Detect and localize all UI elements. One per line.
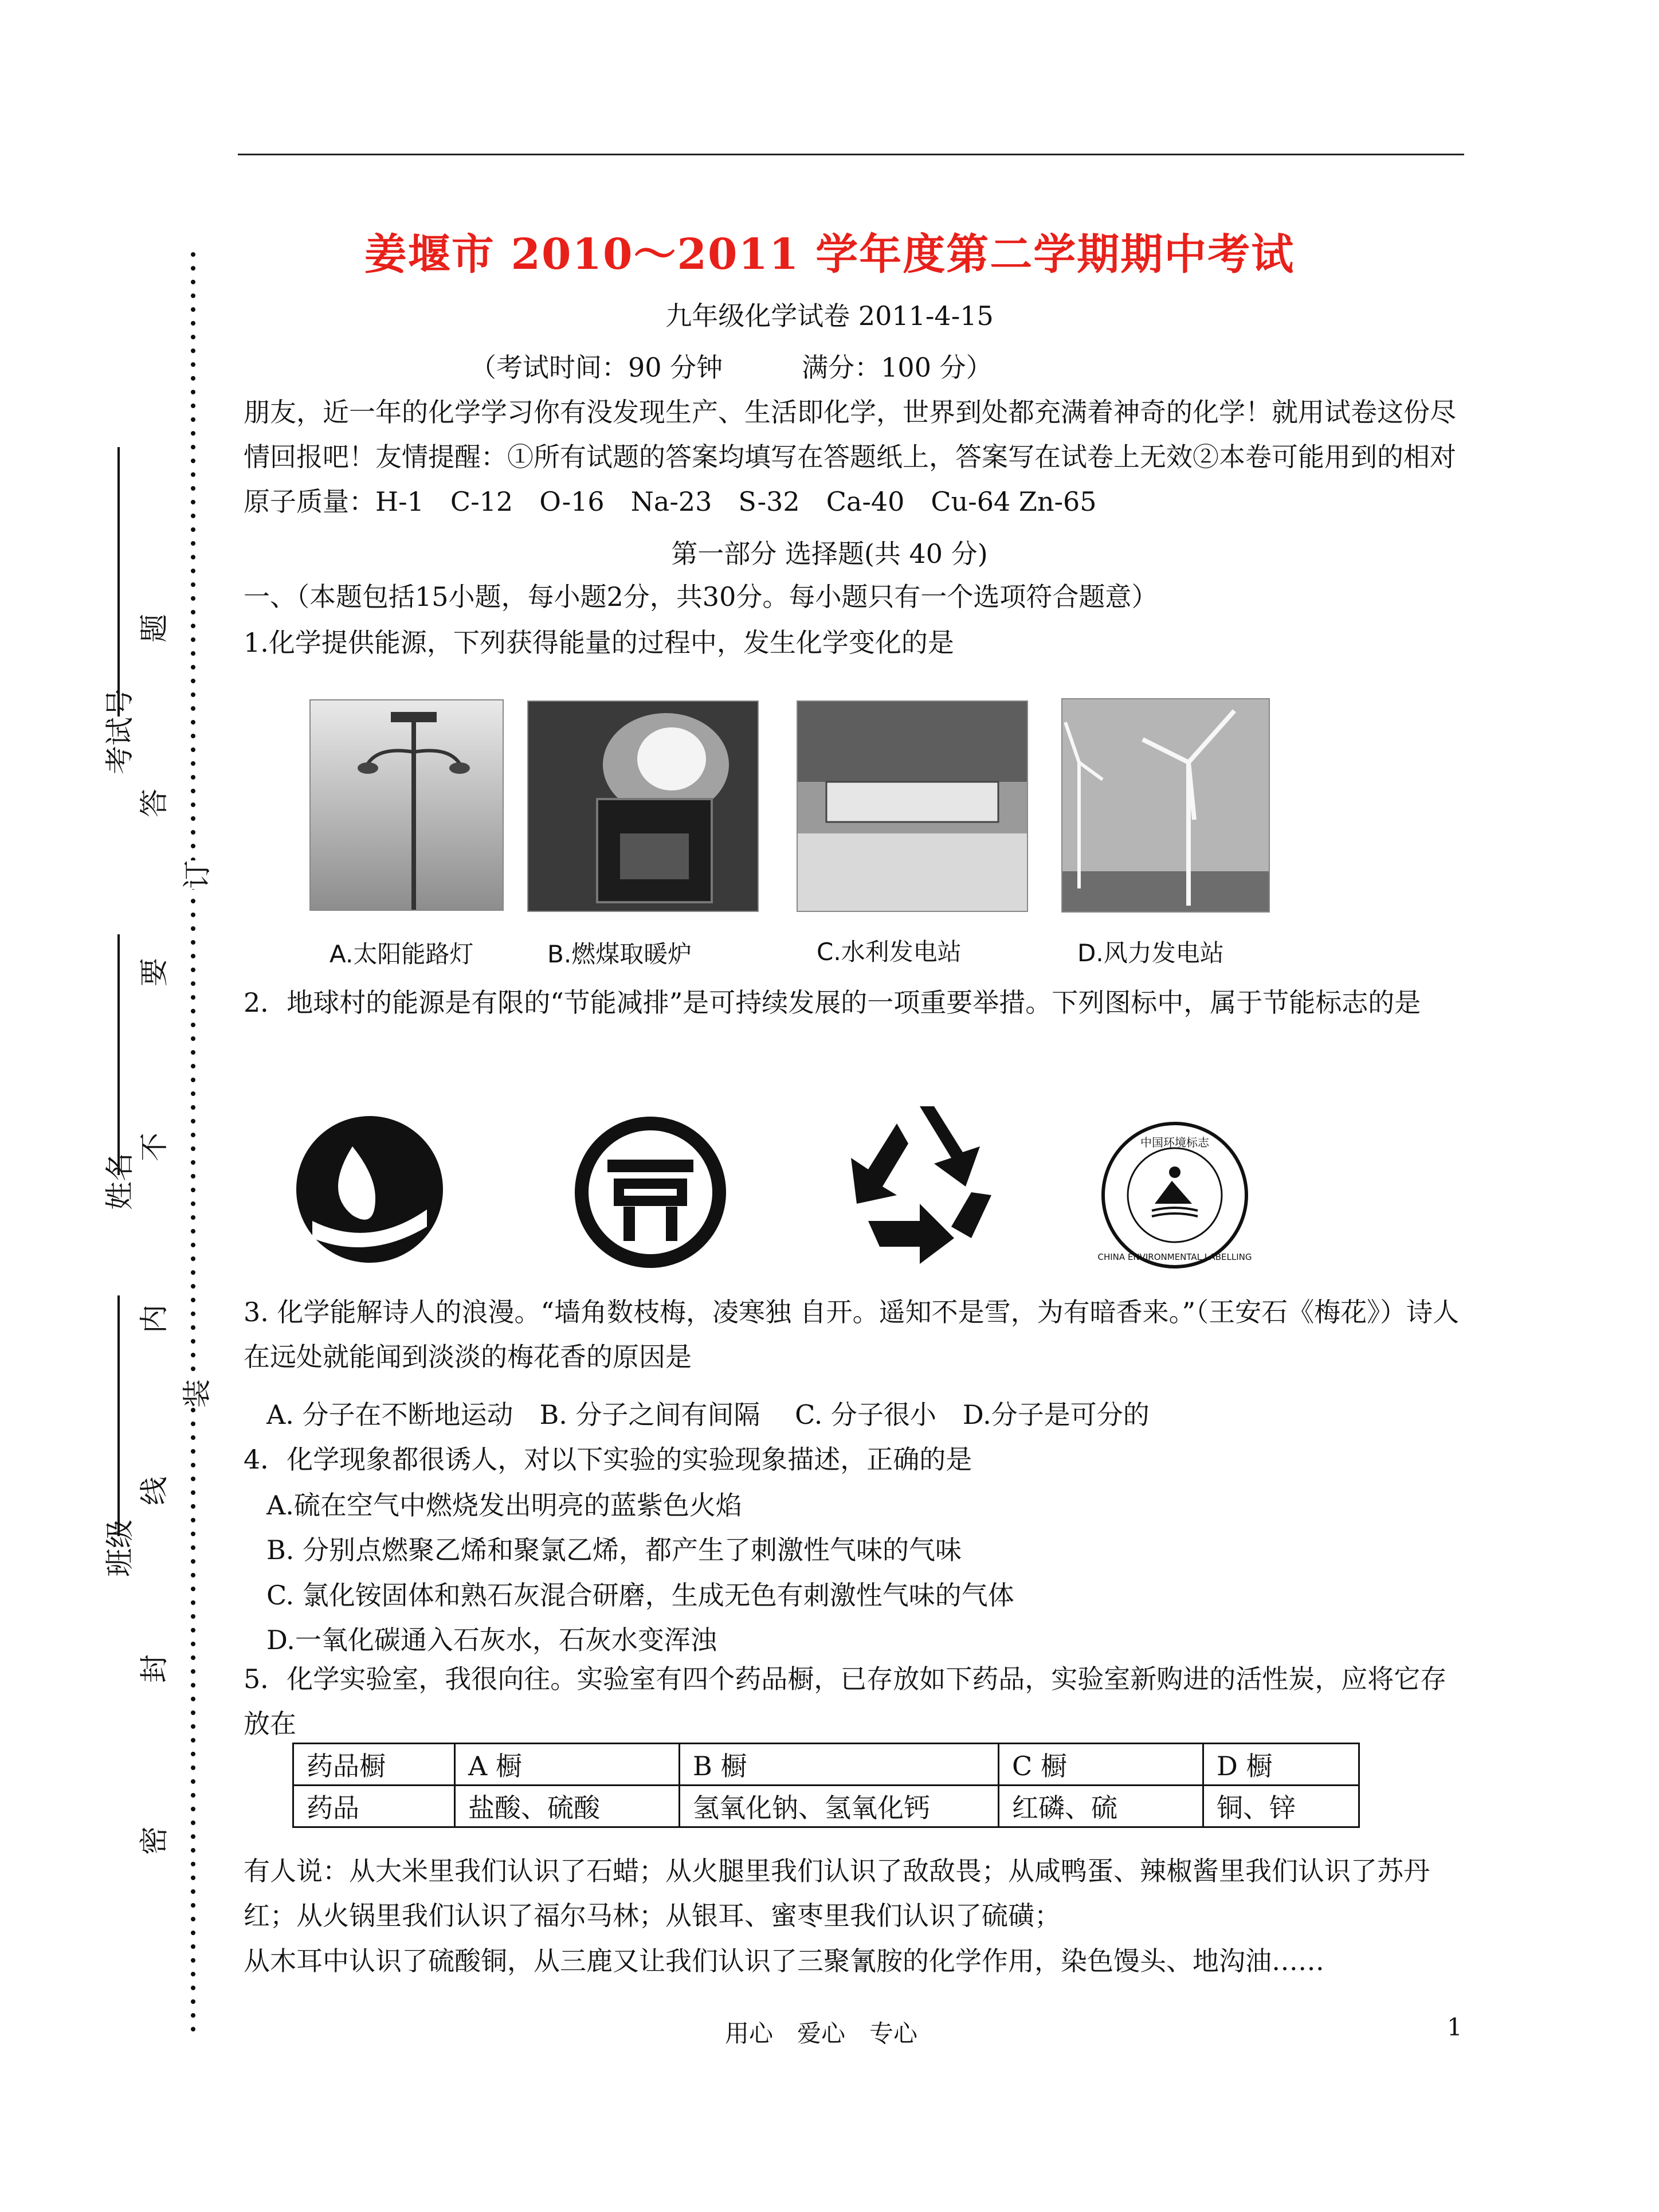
- binding-dot: [191, 569, 195, 573]
- exam-meta: （考试时间：90 分钟 满分：100 分）: [470, 352, 993, 383]
- binding-dot: [191, 1339, 195, 1344]
- q4-option-d: D.一氧化碳通入石灰水，石灰水变浑浊: [266, 1624, 717, 1655]
- binding-dot: [191, 404, 195, 408]
- binding-dot: [191, 445, 195, 449]
- binding-dot: [191, 1944, 195, 1949]
- margin-word: 不: [138, 1133, 171, 1161]
- exam-subtitle: 九年级化学试卷 2011-4-15: [665, 300, 994, 331]
- binding-dot: [191, 1931, 195, 1935]
- binding-dot: [191, 1518, 195, 1522]
- binding-dot: [191, 747, 195, 752]
- binding-dot: [191, 1256, 195, 1261]
- margin-word: 密: [138, 1826, 171, 1855]
- banji-label: 班级: [103, 1520, 136, 1577]
- binding-dot: [191, 1587, 195, 1591]
- binding-dot: [191, 1600, 195, 1605]
- q3-text: 3. 化学能解诗人的浪漫。“墙角数枝梅，凌寒独 自开。遥知不是雪，为有暗香来。”（王安石《梅花》）诗人在远处就能闻到淡淡的梅花香的原因是: [244, 1297, 1460, 1372]
- q3-options: A. 分子在不断地运动 B. 分子之间有间隔 C. 分子很小 D.分子是可分的: [266, 1399, 1150, 1430]
- binding-dot: [191, 1105, 195, 1110]
- binding-dot: [191, 706, 195, 711]
- margin-word: 订: [174, 860, 215, 889]
- q4-option-b: B. 分别点燃聚乙烯和聚氯乙烯，都产生了刺激性气味的气味: [266, 1534, 962, 1565]
- binding-dot: [191, 1050, 195, 1055]
- binding-dot: [191, 775, 195, 780]
- binding-dot: [191, 1311, 195, 1316]
- binding-dot: [191, 1023, 195, 1027]
- binding-dot: [191, 1614, 195, 1619]
- binding-dot: [191, 720, 195, 725]
- q4-text: 4．化学现象都很诱人，对以下实验的实验现象描述，正确的是: [244, 1444, 972, 1475]
- table-cell: 红磷、硫: [999, 1786, 1203, 1827]
- binding-dot: [191, 2027, 195, 2031]
- binding-dot: [191, 1683, 195, 1688]
- margin-word: 内: [138, 1305, 171, 1333]
- binding-dot: [191, 1064, 195, 1068]
- q1-option-c: C.水利发电站: [817, 938, 962, 966]
- binding-dot: [191, 1738, 195, 1743]
- margin-word: 答: [138, 789, 171, 817]
- exam-title: 姜堰市 2010～2011 学年度第二学期期中考试: [364, 230, 1295, 279]
- binding-dot: [191, 1669, 195, 1674]
- q1-text: 1.化学提供能源，下列获得能量的过程中，发生化学变化的是: [244, 627, 954, 658]
- binding-dot: [191, 390, 195, 394]
- binding-dot: [191, 472, 195, 477]
- footer-motto: 用心 爱心 专心: [725, 2019, 918, 2047]
- binding-dot: [191, 692, 195, 697]
- binding-dot: [191, 637, 195, 642]
- binding-dot: [191, 1972, 195, 1976]
- binding-dot: [191, 1188, 195, 1192]
- binding-dot: [191, 1834, 195, 1839]
- binding-dot: [191, 582, 195, 587]
- logo-cn-text: 中国环境标志: [1140, 1136, 1209, 1149]
- q2-text: 2．地球村的能源是有限的“节能减排”是可持续发展的一项重要举措。下列图标中，属于节能标志的是: [244, 987, 1421, 1018]
- binding-dot: [191, 307, 195, 312]
- binding-dot: [191, 376, 195, 381]
- wind-turbine-image: [1061, 698, 1270, 913]
- header-rule: [238, 154, 1464, 155]
- margin-word: 封: [138, 1654, 171, 1683]
- binding-dot: [191, 349, 195, 353]
- binding-dot: [191, 1628, 195, 1632]
- binding-dot: [191, 1160, 195, 1165]
- water-saving-logo: [289, 1112, 450, 1267]
- energy-saving-logo: [573, 1115, 728, 1270]
- binding-dot: [191, 1958, 195, 1963]
- china-environmental-label-logo: [1092, 1112, 1258, 1278]
- binding-dot: [191, 1986, 195, 1990]
- binding-dot: [191, 1119, 195, 1123]
- binding-dot: [191, 1765, 195, 1770]
- part1-heading: 第一部分 选择题(共 40 分): [671, 538, 988, 569]
- binding-dot: [191, 1091, 195, 1096]
- binding-dot: [191, 1779, 195, 1784]
- binding-dot: [191, 1889, 195, 1894]
- binding-dot: [191, 1367, 195, 1371]
- binding-dot: [191, 1463, 195, 1467]
- binding-dot: [191, 527, 195, 532]
- binding-dot: [191, 954, 195, 958]
- binding-dot: [191, 555, 195, 559]
- binding-dot: [191, 362, 195, 367]
- binding-dot: [191, 417, 195, 422]
- q1-option-a: A.太阳能路灯: [330, 940, 474, 968]
- binding-dot: [191, 665, 195, 670]
- binding-dot: [191, 321, 195, 326]
- binding-dot: [191, 789, 195, 793]
- xingming-underline: [117, 934, 120, 1175]
- binding-dot: [191, 981, 195, 986]
- margin-word: 装: [174, 1379, 215, 1408]
- binding-dot: [191, 596, 195, 601]
- margin-word: 线: [138, 1477, 171, 1505]
- binding-dot: [191, 486, 195, 491]
- binding-dot: [191, 1573, 195, 1577]
- binding-dot: [191, 2013, 195, 2018]
- binding-dot: [191, 1793, 195, 1798]
- table-cell: 铜、锌: [1203, 1786, 1359, 1827]
- q5-text: 5．化学实验室，我很向往。实验室有四个药品橱，已存放如下药品，实验室新购进的活性炭，应将它存放在: [244, 1663, 1447, 1739]
- binding-dot: [191, 926, 195, 931]
- binding-dot: [191, 1078, 195, 1082]
- binding-dotted-line: [186, 252, 200, 2046]
- binding-dot: [191, 940, 195, 945]
- binding-dot: [191, 1201, 195, 1206]
- binding-dot: [191, 734, 195, 738]
- margin-word: 要: [138, 958, 171, 986]
- xingming-label: 姓名: [103, 1153, 136, 1210]
- table-cell: C 橱: [999, 1744, 1203, 1786]
- binding-dot: [191, 1036, 195, 1041]
- binding-dot: [191, 1752, 195, 1756]
- passage-text-2: 从木耳中认识了硫酸铜，从三鹿又让我们认识了三聚氰胺的化学作用，染色馒头、地沟油……: [244, 1945, 1324, 1976]
- binding-dot: [191, 280, 195, 284]
- binding-dot: [191, 1270, 195, 1275]
- binding-dot: [191, 1862, 195, 1866]
- binding-dot: [191, 830, 195, 835]
- q4-option-c: C. 氯化铵固体和熟石灰混合研磨，生成无色有刺激性气味的气体: [266, 1580, 1014, 1611]
- binding-dot: [191, 1999, 195, 2004]
- binding-dot: [191, 1449, 195, 1454]
- binding-dot: [191, 1655, 195, 1660]
- kaoshihao-underline: [117, 447, 120, 717]
- binding-dot: [191, 514, 195, 518]
- binding-dot: [191, 1215, 195, 1220]
- recycling-logo: [834, 1101, 1006, 1267]
- binding-dot: [191, 266, 195, 271]
- binding-dot: [191, 844, 195, 848]
- binding-dot: [191, 500, 195, 504]
- coal-stove-image: [527, 700, 759, 912]
- binding-dot: [191, 1903, 195, 1908]
- binding-dot: [191, 1876, 195, 1880]
- table-cell: 药品: [293, 1786, 455, 1827]
- binding-dot: [191, 610, 195, 614]
- table-cell: 氢氧化钠、氢氧化钙: [680, 1786, 999, 1827]
- binding-dot: [191, 1642, 195, 1646]
- binding-dot: [191, 1325, 195, 1330]
- binding-dot: [191, 802, 195, 807]
- binding-dot: [191, 1504, 195, 1509]
- binding-dot: [191, 1697, 195, 1701]
- binding-dot: [191, 651, 195, 656]
- binding-dot: [191, 1174, 195, 1179]
- binding-dot: [191, 1821, 195, 1825]
- binding-dot: [191, 335, 195, 339]
- binding-dot: [191, 459, 195, 463]
- binding-dot: [191, 1559, 195, 1564]
- table-cell: A 橱: [455, 1744, 680, 1786]
- binding-dot: [191, 1724, 195, 1729]
- section1-heading: 一、（本题包括15小题，每小题2分，共30分。每小题只有一个选项符合题意）: [244, 581, 1158, 612]
- binding-dot: [191, 1532, 195, 1536]
- solar-streetlight-image: [309, 699, 504, 911]
- binding-dot: [191, 1490, 195, 1495]
- binding-dot: [191, 293, 195, 298]
- binding-dot: [191, 968, 195, 972]
- logo-en-text: CHINA ENVIRONMENTAL LABELLING: [1097, 1252, 1252, 1262]
- table-cell: 药品橱: [293, 1744, 455, 1786]
- binding-dot: [191, 1298, 195, 1302]
- binding-dot: [191, 1807, 195, 1811]
- table-cell: D 橱: [1203, 1744, 1359, 1786]
- binding-dot: [191, 1422, 195, 1426]
- binding-dot: [191, 1133, 195, 1137]
- table-cell: 盐酸、硫酸: [455, 1786, 680, 1827]
- binding-dot: [191, 1710, 195, 1715]
- binding-dot: [191, 1435, 195, 1440]
- binding-dot: [191, 1408, 195, 1412]
- binding-dot: [191, 995, 195, 1000]
- binding-dot: [191, 1243, 195, 1247]
- binding-dot: [191, 624, 195, 628]
- binding-dot: [191, 431, 195, 436]
- binding-dot: [191, 1009, 195, 1013]
- banji-underline: [117, 1295, 120, 1536]
- binding-dot: [191, 899, 195, 903]
- table-row: [293, 1786, 1359, 1827]
- binding-dot: [191, 1545, 195, 1550]
- kaoshihao-label: 考试号: [103, 688, 136, 774]
- q1-option-b: B.燃煤取暖炉: [547, 940, 692, 968]
- binding-dot: [191, 761, 195, 766]
- binding-dot: [191, 816, 195, 821]
- binding-dot: [191, 1848, 195, 1853]
- table-row: [293, 1744, 1359, 1786]
- page-number: 1: [1447, 2013, 1462, 2041]
- binding-dot: [191, 1917, 195, 1921]
- binding-dot: [191, 1229, 195, 1234]
- margin-word: 题: [138, 614, 171, 643]
- binding-dot: [191, 1477, 195, 1481]
- binding-dot: [191, 679, 195, 683]
- passage-text: 有人说：从大米里我们认识了石蜡；从火腿里我们认识了敌敌畏；从咸鸭蛋、辣椒酱里我们认识了苏丹红；从火锅里我们认识了福尔马林；从银耳、蜜枣里我们认识了硫磺；: [244, 1855, 1430, 1931]
- binding-dot: [191, 1146, 195, 1151]
- chemical-cabinet-table: [292, 1743, 1360, 1828]
- binding-dot: [191, 541, 195, 546]
- binding-dot: [191, 913, 195, 917]
- binding-dot: [191, 1284, 195, 1289]
- q4-option-a: A.硫在空气中燃烧发出明亮的蓝紫色火焰: [266, 1490, 742, 1521]
- table-cell: B 橱: [680, 1744, 999, 1786]
- intro-paragraph: 朋友，近一年的化学学习你有没发现生产、生活即化学，世界到处都充满着神奇的化学！就用试卷这份尽情回报吧！友情提醒：①所有试题的答案均填写在答题纸上，答案写在试卷上无效②本卷可能用到的相对原子质量：H-1 C-12 O-16 Na-23 S-32 Ca-40 Cu-64 Zn-65: [244, 397, 1456, 517]
- q1-option-d: D.风力发电站: [1077, 939, 1224, 967]
- hydropower-station-image: [797, 700, 1028, 912]
- binding-dot: [191, 252, 195, 257]
- binding-dot: [191, 1353, 195, 1357]
